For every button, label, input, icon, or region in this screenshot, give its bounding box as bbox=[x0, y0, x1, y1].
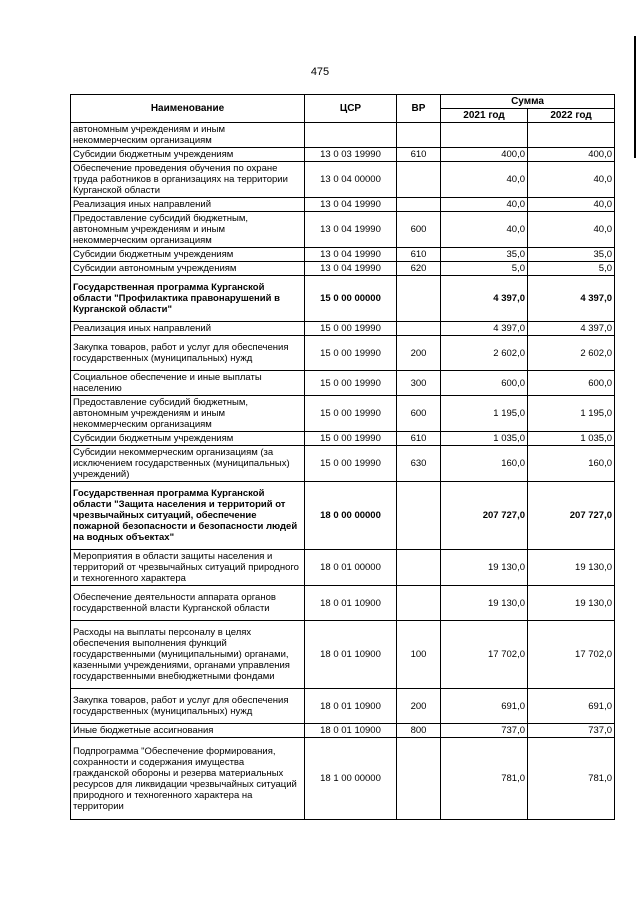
header-2022: 2022 год bbox=[528, 109, 615, 123]
cell-csr: 13 0 04 19990 bbox=[305, 212, 397, 248]
cell-csr: 18 1 00 00000 bbox=[305, 738, 397, 820]
cell-2022: 2 602,0 bbox=[528, 336, 615, 371]
cell-csr bbox=[305, 123, 397, 148]
cell-vr: 610 bbox=[397, 148, 441, 162]
cell-2022: 19 130,0 bbox=[528, 550, 615, 586]
page-number: 475 bbox=[310, 66, 330, 78]
cell-csr: 18 0 01 10900 bbox=[305, 724, 397, 738]
cell-name: автономным учреждениям и иным некоммерческим организациям bbox=[71, 123, 305, 148]
cell-2021: 17 702,0 bbox=[441, 621, 528, 689]
table-row bbox=[71, 276, 615, 322]
table-row bbox=[71, 262, 615, 276]
table-row bbox=[71, 198, 615, 212]
cell-vr: 200 bbox=[397, 689, 441, 724]
cell-name: Субсидии бюджетным учреждениям bbox=[71, 248, 305, 262]
cell-name: Государственная программа Курганской области "Защита населения и территорий от чрезвычайных ситуаций, обеспечение пожарной безопасности и безопасности людей на водных объектах" bbox=[71, 482, 305, 550]
cell-vr bbox=[397, 198, 441, 212]
cell-2021: 5,0 bbox=[441, 262, 528, 276]
header-name: Наименование bbox=[71, 95, 305, 123]
cell-vr bbox=[397, 276, 441, 322]
cell-name: Субсидии некоммерческим организациям (за исключением государственных (муниципальных) учреждений) bbox=[71, 446, 305, 482]
cell-csr: 15 0 00 19990 bbox=[305, 336, 397, 371]
cell-name: Иные бюджетные ассигнования bbox=[71, 724, 305, 738]
table-row bbox=[71, 550, 615, 586]
table-row bbox=[71, 396, 615, 432]
cell-2022: 4 397,0 bbox=[528, 322, 615, 336]
table-row bbox=[71, 336, 615, 371]
cell-2021: 35,0 bbox=[441, 248, 528, 262]
cell-csr: 15 0 00 19990 bbox=[305, 396, 397, 432]
cell-csr: 18 0 01 10900 bbox=[305, 689, 397, 724]
cell-2021: 2 602,0 bbox=[441, 336, 528, 371]
cell-vr bbox=[397, 123, 441, 148]
cell-name: Обеспечение деятельности аппарата органов государственной власти Курганской области bbox=[71, 586, 305, 621]
cell-name: Расходы на выплаты персоналу в целях обеспечения выполнения функций государственными (муниципальными) органами, казенными учреждениями, органами управления государственными внебюджетными фондами bbox=[71, 621, 305, 689]
cell-csr: 13 0 04 19990 bbox=[305, 198, 397, 212]
cell-2021: 207 727,0 bbox=[441, 482, 528, 550]
table-row bbox=[71, 621, 615, 689]
header-vr: ВР bbox=[397, 95, 441, 123]
cell-2021: 19 130,0 bbox=[441, 586, 528, 621]
table-row bbox=[71, 123, 615, 148]
cell-vr bbox=[397, 322, 441, 336]
cell-2021: 160,0 bbox=[441, 446, 528, 482]
table-row bbox=[71, 248, 615, 262]
cell-2022 bbox=[528, 123, 615, 148]
cell-2022: 40,0 bbox=[528, 212, 615, 248]
table-row bbox=[71, 586, 615, 621]
cell-2022: 40,0 bbox=[528, 162, 615, 198]
cell-vr: 800 bbox=[397, 724, 441, 738]
cell-csr: 15 0 00 00000 bbox=[305, 276, 397, 322]
cell-2021: 4 397,0 bbox=[441, 322, 528, 336]
cell-vr: 600 bbox=[397, 396, 441, 432]
cell-2021: 737,0 bbox=[441, 724, 528, 738]
cell-2022: 160,0 bbox=[528, 446, 615, 482]
cell-2022: 5,0 bbox=[528, 262, 615, 276]
cell-2022: 400,0 bbox=[528, 148, 615, 162]
cell-2021: 781,0 bbox=[441, 738, 528, 820]
table-row bbox=[71, 148, 615, 162]
cell-name: Социальное обеспечение и иные выплаты населению bbox=[71, 371, 305, 396]
table-row bbox=[71, 482, 615, 550]
cell-name: Государственная программа Курганской области "Профилактика правонарушений в Курганской области" bbox=[71, 276, 305, 322]
cell-vr: 610 bbox=[397, 432, 441, 446]
cell-2022: 4 397,0 bbox=[528, 276, 615, 322]
cell-2021: 4 397,0 bbox=[441, 276, 528, 322]
cell-name: Реализация иных направлений bbox=[71, 322, 305, 336]
cell-2022: 207 727,0 bbox=[528, 482, 615, 550]
table-row bbox=[71, 446, 615, 482]
cell-name: Субсидии бюджетным учреждениям bbox=[71, 148, 305, 162]
cell-csr: 13 0 04 19990 bbox=[305, 248, 397, 262]
cell-name: Реализация иных направлений bbox=[71, 198, 305, 212]
cell-name: Подпрограмма "Обеспечение формирования, сохранности и содержания имущества гражданской обороны и резерва материальных ресурсов для ликвидации чрезвычайных ситуаций природного и техногенного характера на территории bbox=[71, 738, 305, 820]
cell-2021: 1 195,0 bbox=[441, 396, 528, 432]
cell-name: Субсидии бюджетным учреждениям bbox=[71, 432, 305, 446]
cell-2021: 19 130,0 bbox=[441, 550, 528, 586]
cell-csr: 13 0 04 00000 bbox=[305, 162, 397, 198]
cell-csr: 13 0 04 19990 bbox=[305, 262, 397, 276]
cell-csr: 13 0 03 19990 bbox=[305, 148, 397, 162]
cell-vr: 300 bbox=[397, 371, 441, 396]
table-row bbox=[71, 162, 615, 198]
cell-vr bbox=[397, 586, 441, 621]
cell-2021: 600,0 bbox=[441, 371, 528, 396]
cell-2021: 691,0 bbox=[441, 689, 528, 724]
cell-name: Закупка товаров, работ и услуг для обеспечения государственных (муниципальных) нужд bbox=[71, 689, 305, 724]
cell-2022: 17 702,0 bbox=[528, 621, 615, 689]
header-csr: ЦСР bbox=[305, 95, 397, 123]
table-row bbox=[71, 689, 615, 724]
cell-name: Закупка товаров, работ и услуг для обеспечения государственных (муниципальных) нужд bbox=[71, 336, 305, 371]
cell-name: Предоставление субсидий бюджетным, автономным учреждениям и иным некоммерческим организациям bbox=[71, 396, 305, 432]
cell-vr: 600 bbox=[397, 212, 441, 248]
cell-2022: 40,0 bbox=[528, 198, 615, 212]
cell-name: Предоставление субсидий бюджетным, автономным учреждениям и иным некоммерческим организациям bbox=[71, 212, 305, 248]
cell-csr: 15 0 00 19990 bbox=[305, 322, 397, 336]
table-row bbox=[71, 212, 615, 248]
table-row bbox=[71, 371, 615, 396]
cell-2021: 400,0 bbox=[441, 148, 528, 162]
cell-name: Субсидии автономным учреждениям bbox=[71, 262, 305, 276]
cell-2021: 40,0 bbox=[441, 198, 528, 212]
table-row bbox=[71, 724, 615, 738]
cell-2022: 35,0 bbox=[528, 248, 615, 262]
cell-vr: 620 bbox=[397, 262, 441, 276]
budget-table bbox=[70, 94, 615, 820]
cell-2021: 40,0 bbox=[441, 212, 528, 248]
table-row bbox=[71, 322, 615, 336]
cell-2021: 1 035,0 bbox=[441, 432, 528, 446]
cell-2022: 691,0 bbox=[528, 689, 615, 724]
cell-csr: 18 0 00 00000 bbox=[305, 482, 397, 550]
cell-2022: 737,0 bbox=[528, 724, 615, 738]
cell-2022: 1 035,0 bbox=[528, 432, 615, 446]
cell-vr bbox=[397, 738, 441, 820]
cell-2021 bbox=[441, 123, 528, 148]
table-body bbox=[71, 123, 615, 820]
table-row bbox=[71, 738, 615, 820]
cell-2022: 781,0 bbox=[528, 738, 615, 820]
cell-csr: 18 0 01 10900 bbox=[305, 586, 397, 621]
cell-csr: 18 0 01 10900 bbox=[305, 621, 397, 689]
cell-vr bbox=[397, 162, 441, 198]
header-2021: 2021 год bbox=[441, 109, 528, 123]
cell-name: Мероприятия в области защиты населения и территорий от чрезвычайных ситуаций природного и техногенного характера bbox=[71, 550, 305, 586]
header-sum: Сумма bbox=[441, 95, 615, 109]
cell-csr: 15 0 00 19990 bbox=[305, 432, 397, 446]
cell-2021: 40,0 bbox=[441, 162, 528, 198]
table-row bbox=[71, 432, 615, 446]
cell-csr: 18 0 01 00000 bbox=[305, 550, 397, 586]
cell-2022: 600,0 bbox=[528, 371, 615, 396]
cell-vr: 610 bbox=[397, 248, 441, 262]
cell-csr: 15 0 00 19990 bbox=[305, 446, 397, 482]
cell-name: Обеспечение проведения обучения по охране труда работников в организациях на территории Курганской области bbox=[71, 162, 305, 198]
cell-2022: 19 130,0 bbox=[528, 586, 615, 621]
cell-csr: 15 0 00 19990 bbox=[305, 371, 397, 396]
cell-vr: 200 bbox=[397, 336, 441, 371]
cell-vr: 630 bbox=[397, 446, 441, 482]
page-edge-mark bbox=[634, 36, 636, 158]
cell-vr bbox=[397, 482, 441, 550]
cell-2022: 1 195,0 bbox=[528, 396, 615, 432]
cell-vr: 100 bbox=[397, 621, 441, 689]
cell-vr bbox=[397, 550, 441, 586]
